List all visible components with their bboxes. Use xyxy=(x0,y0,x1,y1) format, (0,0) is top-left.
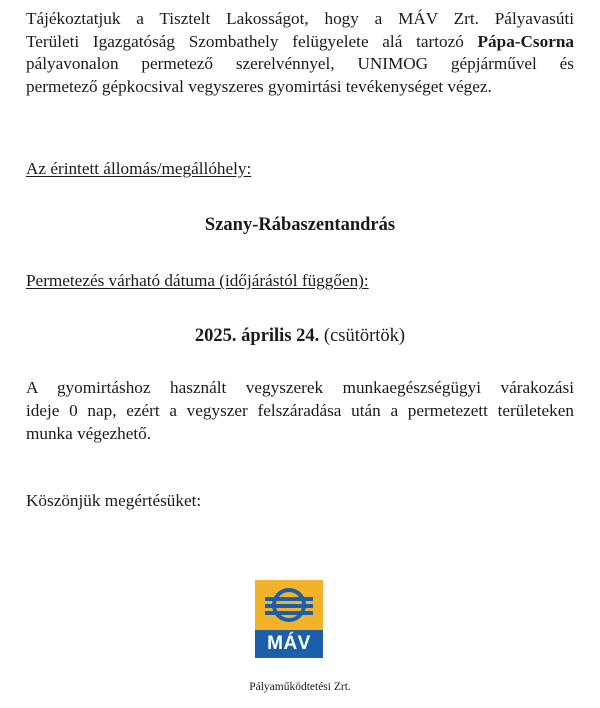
spraying-date-value: 2025. április 24. xyxy=(194,326,320,346)
mav-logo xyxy=(255,580,323,658)
organization-name: Pályaműködtetési Zrt. xyxy=(249,681,351,693)
railway-line-name: Pápa-Csorna xyxy=(477,31,574,51)
notice-line-1: A gyomirtáshoz használt vegyszerek munkaegészségügyi várakozási xyxy=(26,378,574,397)
spraying-date-weekday: (csütörtök) xyxy=(319,326,406,346)
station-name-text: Szany-Rábaszentandrás xyxy=(204,215,396,235)
intro-paragraph xyxy=(26,8,574,98)
notice-line-2: ideje 0 nap, ezért a vegyszer felszáradása után a permetezett területeken xyxy=(26,400,574,420)
intro-line-3: pályavonalon permetező szerelvénnyel, UNIMOG gépjárművel és xyxy=(26,54,574,73)
intro-line-2-text: Területi Igazgatóság Szombathely felügyelete alá tartozó xyxy=(26,31,478,51)
station-name xyxy=(0,213,600,237)
mav-logo-symbol-panel xyxy=(255,580,323,630)
date-heading: Permetezés várható dátuma (időjárástól függően): xyxy=(26,271,369,290)
intro-line-2 xyxy=(26,31,574,54)
notice-line-3: munka végezhető. xyxy=(26,423,152,443)
intro-line-1: Tájékoztatjuk a Tisztelt Lakosságot, hogy a MÁV Zrt. Pályavasúti xyxy=(26,9,574,28)
mav-logo-text: MÁV xyxy=(255,630,323,658)
train-symbol-icon xyxy=(255,580,323,630)
waiting-period-paragraph xyxy=(26,377,574,445)
spraying-date xyxy=(0,324,600,348)
station-heading: Az érintett állomás/megállóhely: xyxy=(26,159,252,178)
closing-text: Köszönjük megértésüket: xyxy=(26,491,202,510)
intro-line-4: permetező gépkocsival vegyszeres gyomirtási tevékenységet végez. xyxy=(26,76,492,96)
